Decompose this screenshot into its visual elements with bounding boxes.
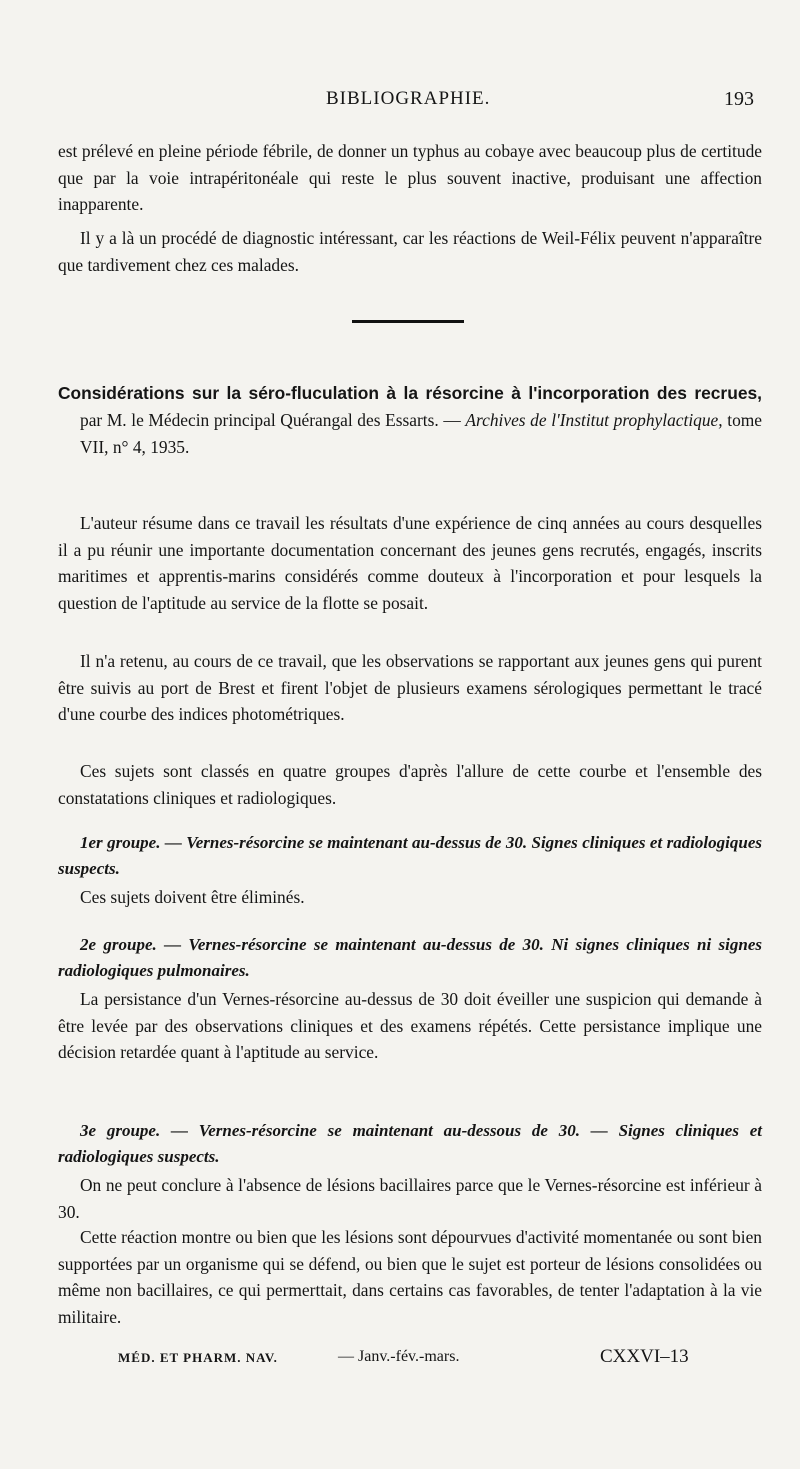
paragraph-3: L'auteur résume dans ce travail les résultats d'une expérience de cinq années au cours desquelles il a pu réunir une importante documentation concernant des jeunes gens recrutés, engagés, inscrits maritimes et apprentis-marins considérés comme douteux à l'incorporation et pour lesquels la question de l'aptitude au service de la flotte se posait.	[58, 513, 762, 613]
footer-journal: MÉD. ET PHARM. NAV.	[118, 1350, 278, 1365]
paragraph-4: Il n'a retenu, au cours de ce travail, que les observations se rapportant aux jeunes gens qui purent être suivis au port de Brest et firent l'objet de plusieurs examens sérologiques permettant le tracé d'une courbe des indices photométriques.	[58, 651, 762, 724]
section-divider	[352, 320, 464, 323]
group-1-heading: 1er groupe. — Vernes-résorcine se maintenant au-dessus de 30. Signes cliniques et radiologiques suspects.	[58, 833, 762, 878]
article-title: Considérations sur la séro-fluculation à la résorcine à l'incorporation des recrues,	[58, 383, 762, 403]
page-header	[0, 88, 800, 118]
footer-code: CXXVI–13	[600, 1346, 689, 1367]
paragraph-6: Cette réaction montre ou bien que les lésions sont dépourvues d'activité momentanée ou sont bien supportées par un organisme qui se défend, ou bien que le sujet est porteur de lésions consolidées ou même non bacillaires, ce qui permerttait, dans certains cas favorables, de tenter l'adaptation à la vie militaire.	[58, 1227, 762, 1327]
paragraph-5: Ces sujets sont classés en quatre groupes d'après l'allure de cette courbe et l'ensemble des constatations cliniques et radiologiques.	[58, 761, 762, 808]
group-1-text: Ces sujets doivent être éliminés.	[80, 887, 305, 907]
article-issue: tome VII, n° 4, 1935.	[80, 410, 763, 457]
group-2-text: La persistance d'un Vernes-résorcine au-dessus de 30 doit éveiller une suspicion qui demande à être levée par des observations cliniques et des examens répétés. Cette persistance implique une décision retardée quant à l'aptitude au service.	[58, 989, 762, 1062]
article-source: Archives de l'Institut prophylactique,	[465, 410, 723, 430]
running-title: BIBLIOGRAPHIE.	[326, 88, 491, 109]
paragraph-2: Il y a là un procédé de diagnostic intéressant, car les réactions de Weil-Félix peuvent n'apparaître que tardivement chez ces malades.	[58, 228, 762, 275]
group-3-text: On ne peut conclure à l'absence de lésions bacillaires parce que le Vernes-résorcine est inférieur à 30.	[58, 1175, 762, 1222]
article-reference	[58, 380, 762, 461]
group-3-heading: 3e groupe. — Vernes-résorcine se maintenant au-dessous de 30. — Signes cliniques et radiologiques suspects.	[58, 1121, 762, 1166]
paragraph-1: est prélevé en pleine période fébrile, de donner un typhus au cobaye avec beaucoup plus de certitude que par la voie intrapéritonéale qui reste le plus souvent inactive, produisant une affection inapparente.	[58, 141, 762, 214]
group-2-heading: 2e groupe. — Vernes-résorcine se maintenant au-dessus de 30. Ni signes cliniques ni signes radiologiques pulmonaires.	[58, 935, 762, 980]
page-footer	[118, 1346, 738, 1376]
article-dash: —	[443, 410, 461, 430]
footer-date: — Janv.-fév.-mars.	[338, 1348, 460, 1365]
article-author: par M. le Médecin principal Quérangal des Essarts.	[80, 410, 439, 430]
page-number: 193	[724, 88, 754, 110]
